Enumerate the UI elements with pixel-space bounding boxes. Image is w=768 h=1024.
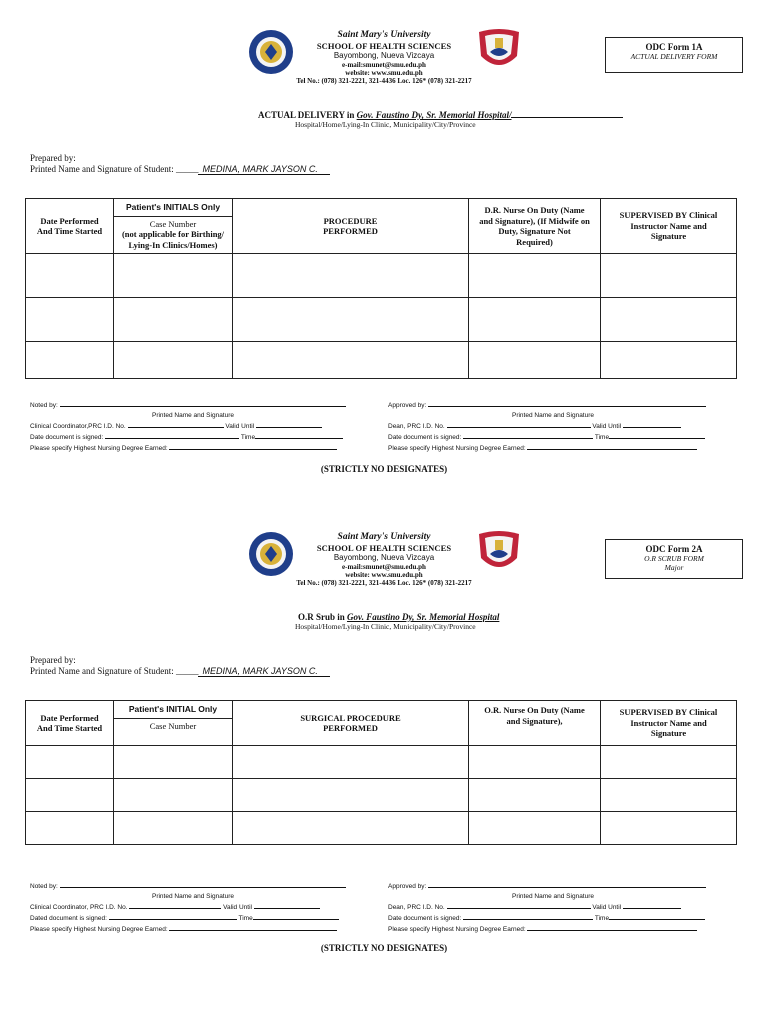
approved-by-label: Approved by:	[388, 883, 427, 890]
valid-until-label: Valid Until	[592, 423, 622, 430]
form-subtitle: Hospital/Home/Lying-In Clinic, Municipality/City/Province	[295, 120, 476, 129]
prepared-by-block	[30, 153, 330, 175]
student-name: MEDINA, MARK JAYSON C.	[198, 666, 329, 677]
school-name: SCHOOL OF HEALTH SCIENCES	[316, 41, 452, 51]
printed-name-label: Printed Name and Signature of Student: _____	[30, 164, 199, 174]
valid-until-label: Valid Until	[225, 423, 255, 430]
cell-date[interactable]	[26, 298, 114, 342]
school-email: e-mail:smunet@smu.edu.ph	[342, 61, 426, 69]
col-supervised-header: SUPERVISED BY Clinical Instructor Name and Signature	[601, 199, 737, 254]
time-label: Time	[240, 434, 256, 441]
case-number-note: (not applicable for Birthing/ Lying-In Clinics/Homes)	[121, 229, 225, 250]
school-website: website: www.smu.edu.ph	[345, 69, 423, 77]
school-header	[290, 532, 478, 587]
noted-by-line[interactable]	[60, 400, 346, 407]
degree-line[interactable]	[169, 924, 337, 931]
noted-by-line[interactable]	[60, 881, 346, 888]
form-code: ODC Form 2A	[645, 544, 703, 554]
col-nurse-header: O.R. Nurse On Duty (Name and Signature),	[469, 701, 601, 746]
degree-line[interactable]	[169, 443, 337, 450]
delivery-table	[25, 198, 737, 379]
cell-procedure[interactable]	[233, 342, 469, 379]
time-line[interactable]	[609, 432, 705, 439]
case-number-label: Case Number	[149, 218, 197, 229]
cell-date[interactable]	[26, 779, 114, 812]
school-name: SCHOOL OF HEALTH SCIENCES	[316, 543, 452, 553]
printed-name-caption: Printed Name and Signature	[511, 893, 595, 900]
cell-nurse[interactable]	[469, 746, 601, 779]
student-name: MEDINA, MARK JAYSON C.	[198, 164, 329, 175]
degree-label: Please specify Highest Nursing Degree Earned:	[388, 926, 526, 933]
valid-until-line[interactable]	[254, 902, 320, 909]
approved-by-block	[388, 881, 718, 935]
cell-patient[interactable]	[114, 342, 233, 379]
noted-by-block	[30, 881, 356, 935]
university-seal-icon	[248, 28, 294, 76]
cell-nurse[interactable]	[469, 254, 601, 298]
degree-label: Please specify Highest Nursing Degree Earned:	[30, 445, 168, 452]
valid-until-line[interactable]	[623, 421, 681, 428]
dean-prc-line[interactable]	[447, 421, 591, 428]
strictly-no-designates: (STRICTLY NO DESIGNATES)	[320, 943, 448, 953]
coordinator-label: Clinical Coordinator,PRC I.D. No.	[30, 423, 126, 430]
dean-prc-line[interactable]	[447, 902, 591, 909]
cell-supervised[interactable]	[601, 746, 737, 779]
printed-name-caption: Printed Name and Signature	[151, 893, 235, 900]
degree-line[interactable]	[527, 924, 697, 931]
school-crest-icon	[476, 528, 522, 576]
dean-label: Dean, PRC I.D. No.	[388, 904, 445, 911]
degree-line[interactable]	[527, 443, 697, 450]
col-procedure-header: PROCEDURE PERFORMED	[233, 199, 469, 254]
cell-date[interactable]	[26, 342, 114, 379]
table-header-row	[26, 199, 737, 254]
form-subtitle: Hospital/Home/Lying-In Clinic, Municipality/City/Province	[295, 622, 476, 631]
cell-patient[interactable]	[114, 746, 233, 779]
coordinator-label: Clinical Coordinator, PRC I.D. No.	[30, 904, 128, 911]
degree-label: Please specify Highest Nursing Degree Earned:	[388, 445, 526, 452]
cell-nurse[interactable]	[469, 298, 601, 342]
noted-by-label: Noted by:	[30, 883, 58, 890]
school-telephone: Tel No.: (078) 321-2221, 321-4436 Loc. 126* (078) 321-2217	[296, 77, 472, 85]
cell-procedure[interactable]	[233, 298, 469, 342]
cell-date[interactable]	[26, 812, 114, 845]
cell-supervised[interactable]	[601, 298, 737, 342]
university-name: Saint Mary's University	[337, 532, 431, 542]
approved-by-line[interactable]	[428, 881, 706, 888]
patient-initials-label: Patient's INITIALS Only	[114, 199, 232, 217]
cell-nurse[interactable]	[469, 342, 601, 379]
school-email: e-mail:smunet@smu.edu.ph	[342, 563, 426, 571]
dean-label: Dean, PRC I.D. No.	[388, 423, 445, 430]
printed-name-label: Printed Name and Signature of Student: _____	[30, 666, 199, 676]
prepared-by-label: Prepared by:	[30, 153, 76, 163]
approved-by-block	[388, 400, 718, 454]
cell-supervised[interactable]	[601, 779, 737, 812]
cell-supervised[interactable]	[601, 812, 737, 845]
time-line[interactable]	[253, 913, 339, 920]
prepared-by-label: Prepared by:	[30, 655, 76, 665]
date-signed-line[interactable]	[109, 913, 237, 920]
time-label: Time	[238, 915, 253, 922]
cell-nurse[interactable]	[469, 779, 601, 812]
table-row	[26, 342, 737, 379]
date-signed-line[interactable]	[105, 432, 239, 439]
col-date-header: Date Performed And Time Started	[26, 701, 114, 746]
prepared-by-block	[30, 655, 330, 677]
date-signed-label: Dated document is signed:	[30, 915, 107, 922]
cell-patient[interactable]	[114, 298, 233, 342]
university-name: Saint Mary's University	[337, 30, 431, 40]
date-signed-line[interactable]	[463, 432, 593, 439]
university-seal-icon	[248, 530, 294, 578]
hospital-name: Gov. Faustino Dy, Sr. Memorial Hospital/	[356, 110, 512, 120]
valid-until-label: Valid Until	[223, 904, 252, 911]
cell-patient[interactable]	[114, 254, 233, 298]
table-row	[26, 254, 737, 298]
date-signed-line[interactable]	[463, 913, 593, 920]
col-patient-header	[114, 199, 233, 254]
col-procedure-header: SURGICAL PROCEDURE PERFORMED	[233, 701, 469, 746]
time-label: Time	[594, 915, 610, 922]
printed-name-caption: Printed Name and Signature	[151, 412, 235, 419]
printed-name-caption: Printed Name and Signature	[511, 412, 595, 419]
col-supervised-header: SUPERVISED BY Clinical Instructor Name and Signature	[601, 701, 737, 746]
time-line[interactable]	[255, 432, 343, 439]
cell-patient[interactable]	[114, 812, 233, 845]
prc-id-line[interactable]	[128, 421, 224, 428]
noted-by-label: Noted by:	[30, 402, 58, 409]
form-code: ODC Form 1A	[645, 42, 703, 52]
school-location: Bayombong, Nueva Vizcaya	[333, 51, 435, 60]
form-title-prefix: O.R Srub in	[298, 612, 345, 622]
cell-procedure[interactable]	[233, 254, 469, 298]
strictly-no-designates: (STRICTLY NO DESIGNATES)	[320, 464, 448, 474]
form-code-subtitle: ACTUAL DELIVERY FORM	[630, 52, 718, 61]
form-code-box	[605, 539, 743, 579]
noted-by-block	[30, 400, 356, 454]
form-title	[258, 110, 623, 120]
time-line[interactable]	[609, 913, 705, 920]
cell-date[interactable]	[26, 254, 114, 298]
form-code-subtitle-2: Major	[664, 563, 684, 572]
cell-supervised[interactable]	[601, 342, 737, 379]
school-header	[290, 30, 478, 85]
school-website: website: www.smu.edu.ph	[345, 571, 423, 579]
valid-until-label: Valid Until	[592, 904, 622, 911]
form-code-subtitle: O.R SCRUB FORM	[644, 554, 704, 563]
col-nurse-header: D.R. Nurse On Duty (Name and Signature), (If Midwife on Duty, Signature Not Required)	[469, 199, 601, 254]
prc-id-line[interactable]	[129, 902, 221, 909]
school-location: Bayombong, Nueva Vizcaya	[333, 553, 435, 562]
form-code-box	[605, 37, 743, 73]
degree-label: Please specify Highest Nursing Degree Earned:	[30, 926, 168, 933]
school-telephone: Tel No.: (078) 321-2221, 321-4436 Loc. 126* (078) 321-2217	[296, 579, 472, 587]
valid-until-line[interactable]	[623, 902, 681, 909]
col-date-header: Date Performed And Time Started	[26, 199, 114, 254]
table-row	[26, 746, 737, 779]
table-row	[26, 779, 737, 812]
time-label: Time	[594, 434, 610, 441]
patient-initials-label: Patient's INITIAL Only	[114, 701, 232, 719]
cell-supervised[interactable]	[601, 254, 737, 298]
date-signed-label: Date document is signed:	[30, 434, 104, 441]
school-crest-icon	[476, 26, 522, 74]
cell-procedure[interactable]	[233, 746, 469, 779]
or-scrub-table	[25, 700, 737, 845]
cell-date[interactable]	[26, 746, 114, 779]
date-signed-label: Date document is signed:	[388, 915, 462, 922]
cell-procedure[interactable]	[233, 812, 469, 845]
case-number-label: Case Number	[149, 720, 197, 731]
date-signed-label: Date document is signed:	[388, 434, 462, 441]
hospital-blank-line	[511, 110, 623, 118]
col-patient-header	[114, 701, 233, 746]
cell-procedure[interactable]	[233, 779, 469, 812]
cell-nurse[interactable]	[469, 812, 601, 845]
form-title-prefix: ACTUAL DELIVERY in	[258, 110, 355, 120]
table-row	[26, 298, 737, 342]
valid-until-line[interactable]	[256, 421, 322, 428]
approved-by-label: Approved by:	[388, 402, 427, 409]
table-row	[26, 812, 737, 845]
cell-patient[interactable]	[114, 779, 233, 812]
hospital-name: Gov. Faustino Dy, Sr. Memorial Hospital	[347, 612, 500, 622]
form-title	[298, 612, 499, 622]
approved-by-line[interactable]	[428, 400, 706, 407]
table-header-row	[26, 701, 737, 746]
